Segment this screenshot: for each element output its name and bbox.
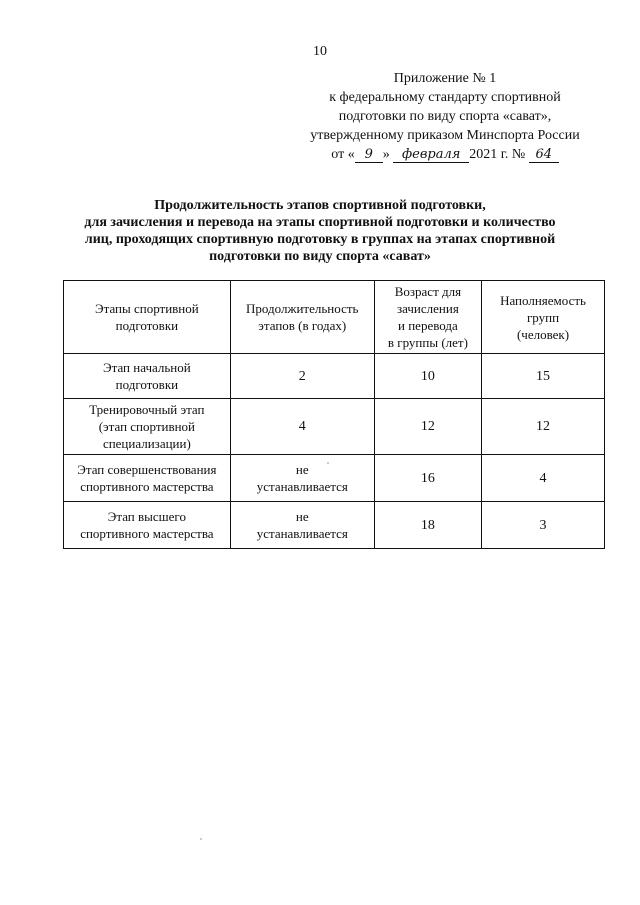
handwritten-day: 9 [355, 148, 383, 163]
appendix-block [300, 69, 590, 164]
title-line-3: лиц, проходящих спортивную подготовку в группах на этапах спортивной [84, 232, 556, 247]
cell-age: 10 [374, 354, 481, 399]
title-line-2: для зачисления и перевода на этапы спортивной подготовки и количество [84, 215, 556, 230]
cell-stage: Этап начальной подготовки [64, 354, 231, 399]
cell-stage: Этап высшего спортивного мастерства [64, 502, 231, 549]
appendix-line-order: утвержденному приказом Минспорта России [310, 128, 580, 143]
handwritten-order-number: 64 [529, 148, 559, 163]
cell-group-size: 15 [482, 354, 605, 399]
date-year: 2021 г. № [469, 147, 526, 162]
cell-duration: 4 [230, 399, 374, 455]
scan-speck [200, 838, 202, 840]
page-number: 10 [313, 44, 327, 59]
header-age: Возраст для зачисления и перевода в группы (лет) [374, 281, 481, 354]
appendix-line-standard: к федеральному стандарту спортивной [329, 90, 561, 105]
scan-speck [327, 462, 329, 464]
cell-age: 16 [374, 455, 481, 502]
table-row [64, 399, 605, 455]
cell-duration: не устанавливается [230, 502, 374, 549]
date-mid: » [382, 147, 390, 162]
stages-table [63, 280, 605, 549]
appendix-line-sport: подготовки по виду спорта «сават», [338, 109, 552, 124]
header-group-size: Наполняемость групп (человек) [482, 281, 605, 354]
table-header-row [64, 281, 605, 354]
header-duration: Продолжительность этапов (в годах) [230, 281, 374, 354]
header-stages: Этапы спортивной подготовки [64, 281, 231, 354]
date-prefix: от « [331, 147, 355, 162]
appendix-date-line [300, 145, 590, 164]
cell-age: 18 [374, 502, 481, 549]
table-row [64, 354, 605, 399]
cell-age: 12 [374, 399, 481, 455]
title-line-4: подготовки по виду спорта «сават» [209, 249, 431, 264]
cell-group-size: 12 [482, 399, 605, 455]
document-title [40, 197, 600, 265]
table-row [64, 502, 605, 549]
table-row [64, 455, 605, 502]
cell-group-size: 3 [482, 502, 605, 549]
appendix-title: Приложение № 1 [393, 71, 497, 86]
title-line-1: Продолжительность этапов спортивной подготовки, [154, 198, 486, 213]
handwritten-month: февраля [393, 148, 469, 163]
cell-stage: Этап совершенствования спортивного мастерства [64, 455, 231, 502]
cell-group-size: 4 [482, 455, 605, 502]
cell-duration: 2 [230, 354, 374, 399]
cell-duration: не устанавливается [230, 455, 374, 502]
cell-stage: Тренировочный этап (этап спортивной специализации) [64, 399, 231, 455]
